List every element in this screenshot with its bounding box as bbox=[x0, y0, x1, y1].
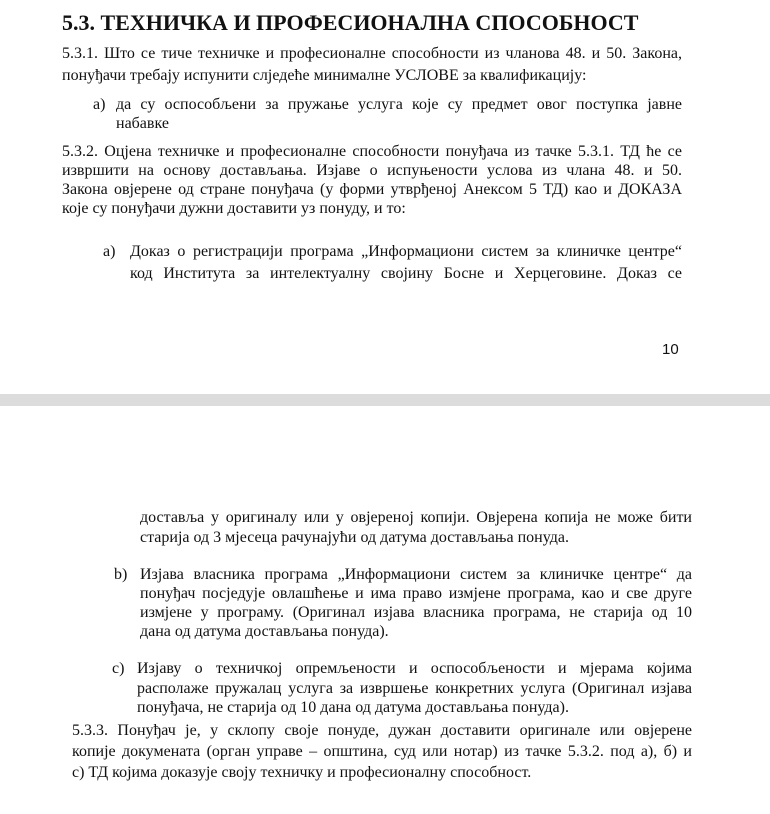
item-a1-marker: а) bbox=[93, 96, 106, 113]
item-b-marker: b) bbox=[114, 566, 128, 583]
item-c-line-3: понуђача, не старија од 10 дана од датума достављања понуда). bbox=[137, 699, 569, 716]
item-a2-line-2: код Института за интелектуалну својину Босне и Херцеговине. Доказ се bbox=[130, 265, 682, 282]
paragraph-5-3-2-line-1: 5.3.2. Оцјена техничке и професионалне способности понуђача из тачке 5.3.1. ТД ће се bbox=[62, 143, 682, 160]
paragraph-5-3-1-line-1: 5.3.1. Што се тиче техничке и професионалне способности из чланова 48. и 50. Закона, bbox=[62, 45, 682, 62]
paragraph-5-3-3-line-3: c) ТД којима доказује своју техничку и професионалну способност. bbox=[72, 764, 532, 781]
page-number: 10 bbox=[662, 341, 679, 358]
item-b-line-3: измјене у програму. (Оригинал изјава власника програма, не старија од 10 bbox=[140, 604, 692, 621]
paragraph-5-3-2-line-4: које су понуђачи дужни доставити уз понуду, и то: bbox=[62, 200, 406, 217]
item-b-line-1: Изјава власника програма „Информациони систем за клиничке центре“ да bbox=[140, 566, 692, 583]
item-b-line-2: понуђач посједује овлашћење и има право измјене програма, као и све друге bbox=[140, 585, 692, 602]
item-c-line-2: располаже пружалац услуга за извршење конкретних услуга (Оригинал изјава bbox=[137, 680, 692, 697]
item-a1-line-2: набавке bbox=[116, 115, 169, 132]
document-page-top bbox=[0, 0, 770, 394]
paragraph-5-3-2-line-3: Закона овјерене од стране понуђача (у форми утврђеној Анексом 5 ТД) као и ДОКАЗА bbox=[62, 181, 682, 198]
item-a2-cont-line-1: доставља у оригиналу или у овјереној копији. Овјерена копија не може бити bbox=[140, 509, 692, 526]
document-page-bottom bbox=[0, 406, 770, 814]
paragraph-5-3-2-line-2: извршити на основу достављања. Изјаве о испуњености услова из члана 48. и 50. bbox=[62, 162, 682, 179]
item-a2-cont-line-2: старија од 3 мјесеца рачунајући од датума достављања понуда. bbox=[140, 529, 569, 546]
item-c-line-1: Изјаву о техничкој опремљености и оспособљености и мјерама којима bbox=[137, 660, 692, 677]
paragraph-5-3-3-line-2: копије докумената (орган управе – општина, суд или нотар) из тачке 5.3.2. под а), б) и bbox=[72, 743, 692, 760]
page-separator bbox=[0, 394, 770, 406]
paragraph-5-3-1-line-2: понуђачи требају испунити слједеће минималне УСЛОВЕ за квалификацију: bbox=[62, 67, 587, 84]
paragraph-5-3-3-line-1: 5.3.3. Понуђач је, у склопу своје понуде, дужан доставити оригинале или овјерене bbox=[72, 722, 692, 739]
item-c-marker: c) bbox=[112, 660, 125, 677]
item-a2-marker: а) bbox=[103, 243, 116, 260]
item-b-line-4: дана од датума достављања понуда). bbox=[140, 623, 389, 640]
item-a2-line-1: Доказ о регистрацији програма „Информациони систем за клиничке центре“ bbox=[130, 243, 682, 260]
item-a1-line-1: да су оспособљени за пружање услуга које су предмет овог поступка јавне bbox=[116, 96, 682, 113]
section-heading: 5.3. ТЕХНИЧКА И ПРОФЕСИОНАЛНА СПОСОБНОСТ bbox=[62, 10, 639, 35]
